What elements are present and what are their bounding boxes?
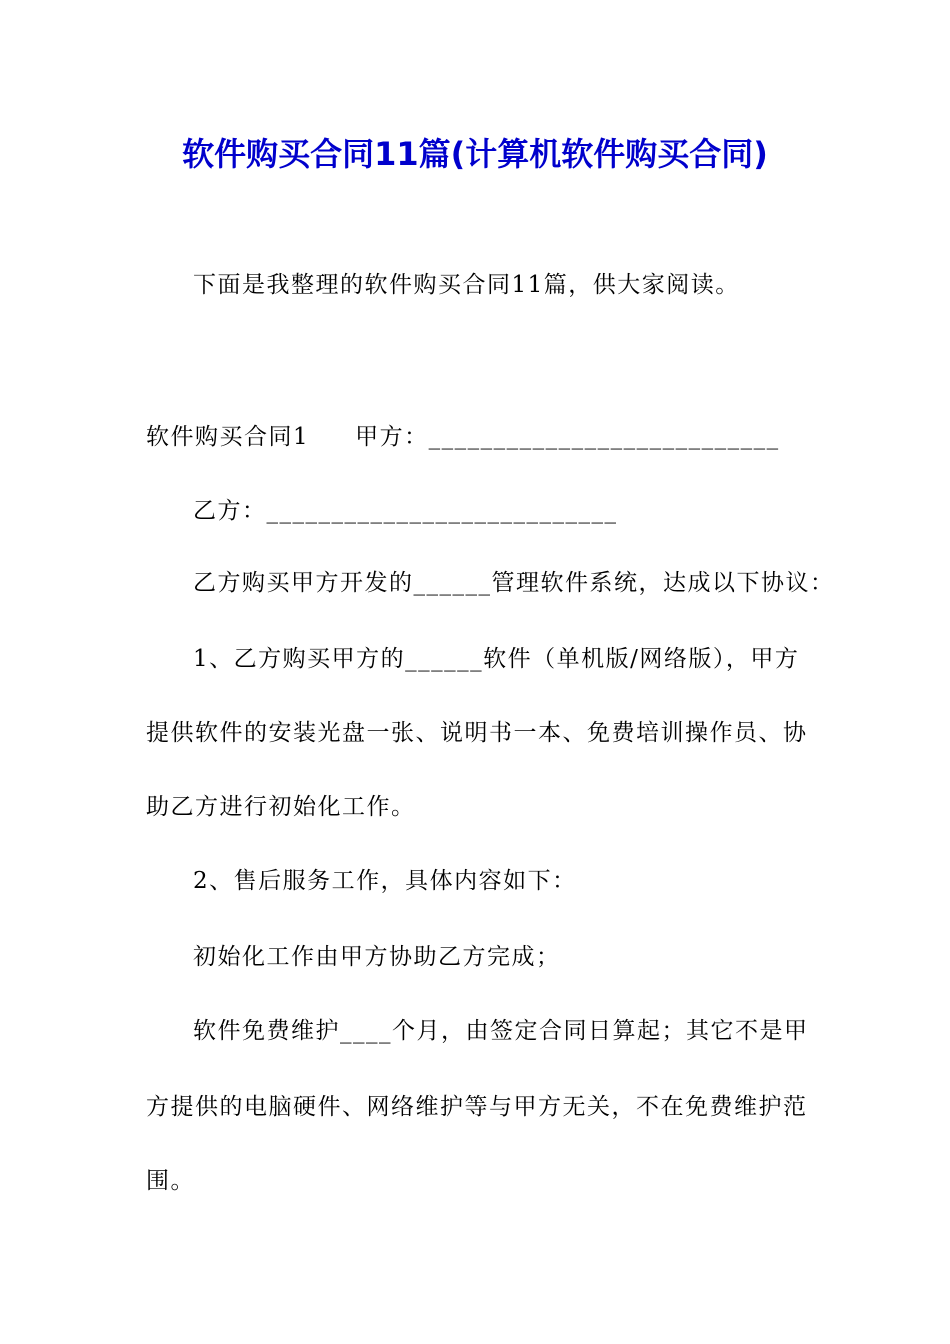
contract-heading-line [146,420,780,454]
agreement-paragraph: 乙方购买甲方开发的______管理软件系统，达成以下协议： [193,570,835,596]
clause-1-line-1: 1、乙方购买甲方的______软件（单机版/网络版），甲方 [193,646,800,672]
party-b-line: 乙方：___________________________ [193,498,618,524]
intro-paragraph: 下面是我整理的软件购买合同11篇，供大家阅读。 [193,272,740,298]
maintenance-line-1: 软件免费维护____个月，由签定合同日算起；其它不是甲 [193,1018,809,1044]
clause-1-line-3: 助乙方进行初始化工作。 [146,794,416,820]
contract-heading: 软件购买合同1 [146,424,310,450]
clause-2-heading: 2、售后服务工作，具体内容如下： [193,868,577,894]
party-a-line: 甲方：___________________________ [355,424,780,450]
document-title: 软件购买合同11篇(计算机软件购买合同) [182,135,768,173]
initialization-paragraph: 初始化工作由甲方协助乙方完成； [193,944,561,970]
maintenance-line-3: 围。 [146,1168,195,1194]
clause-1-line-2: 提供软件的安装光盘一张、说明书一本、免费培训操作员、协 [146,720,808,746]
maintenance-line-2: 方提供的电脑硬件、网络维护等与甲方无关，不在免费维护范 [146,1094,808,1120]
